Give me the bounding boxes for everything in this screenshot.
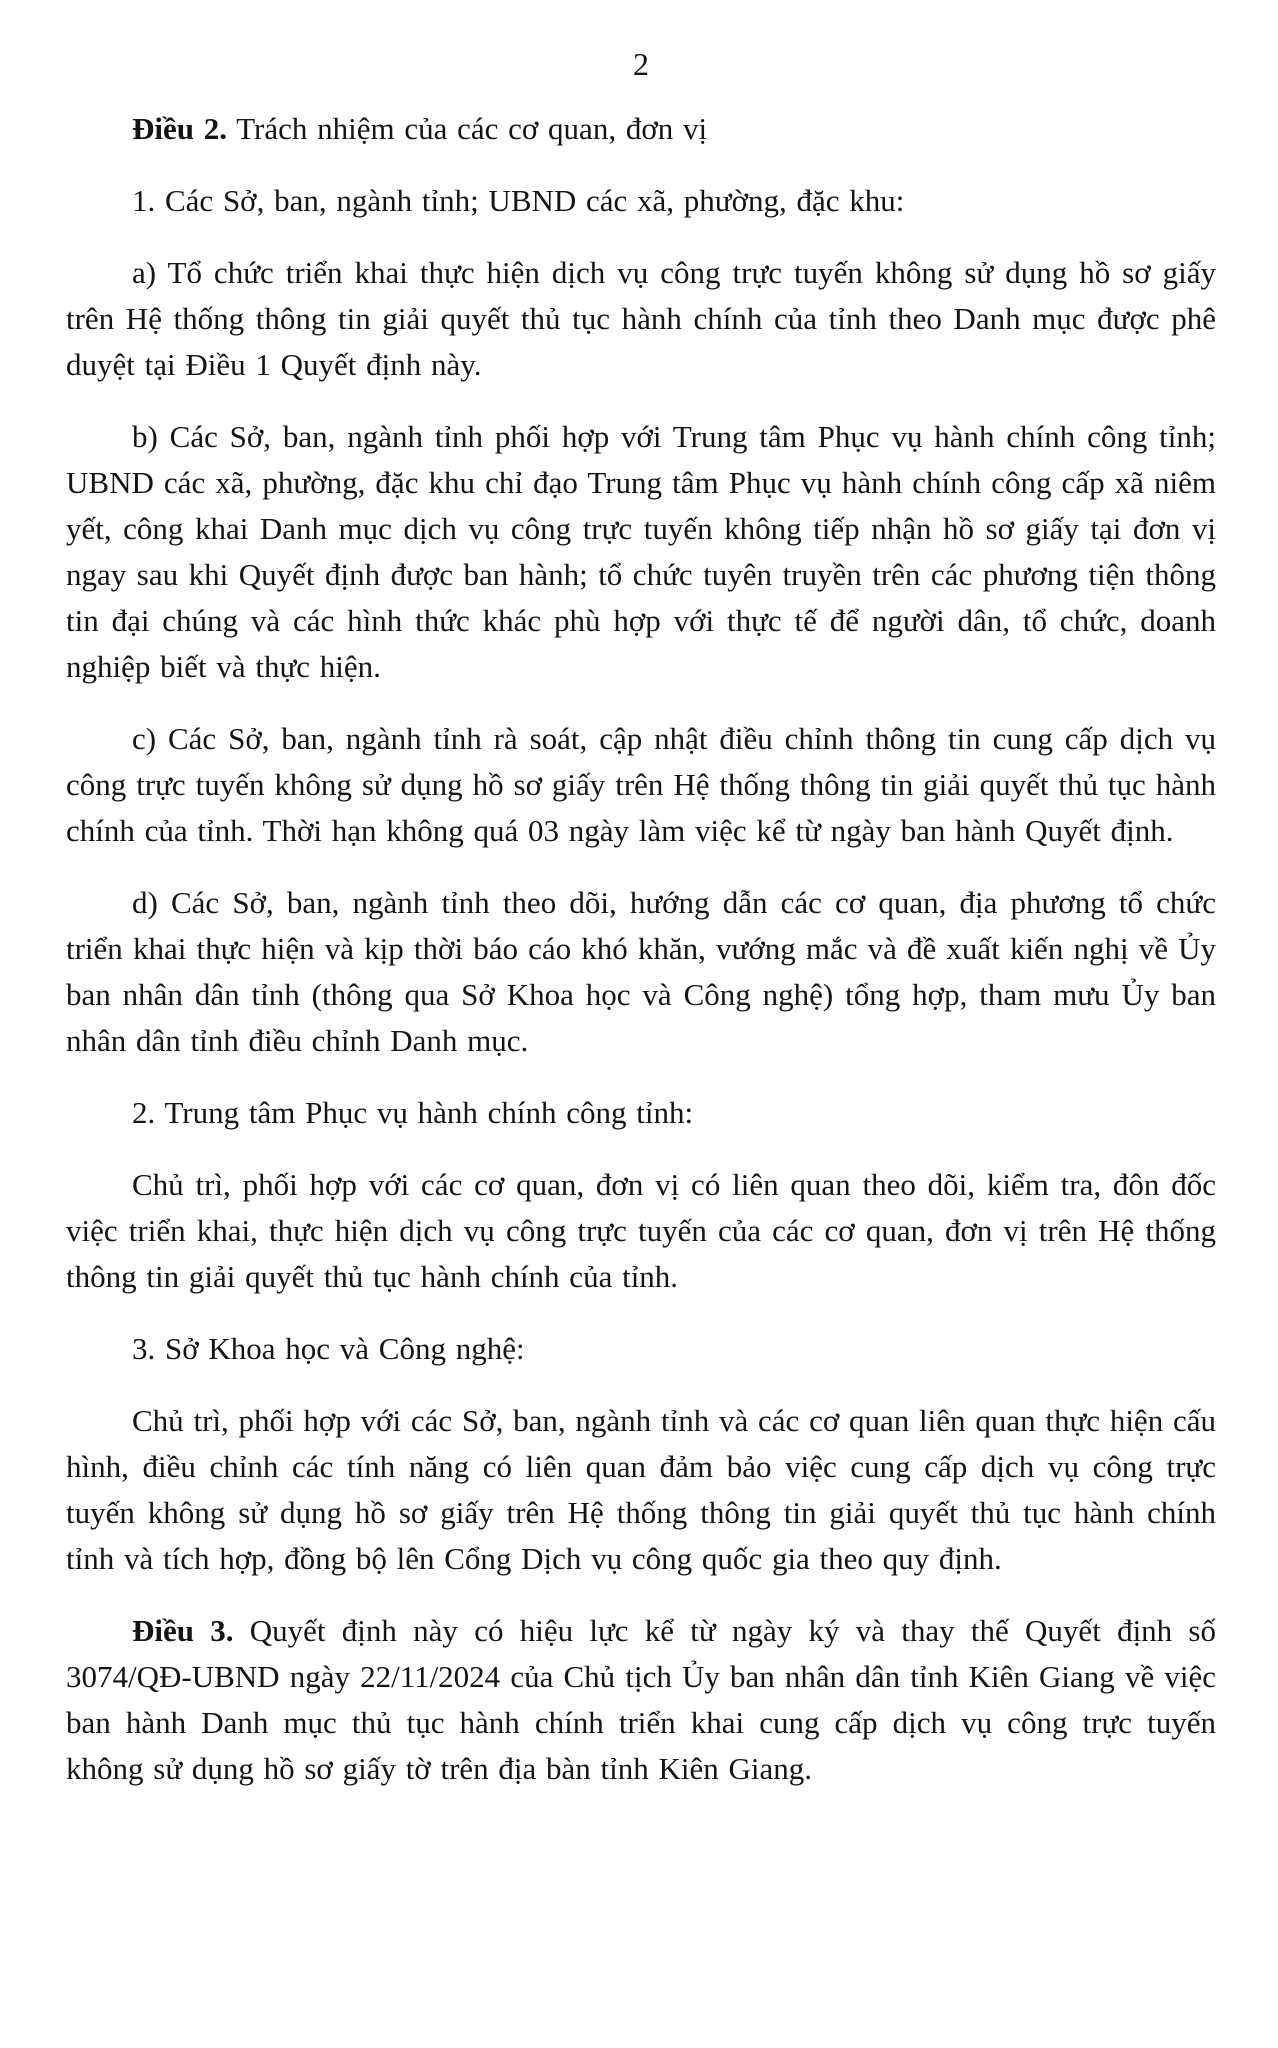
- article-2-label: Điều 2.: [132, 111, 227, 146]
- clause-c-paragraph: c) Các Sở, ban, ngành tỉnh rà soát, cập nhật điều chỉnh thông tin cung cấp dịch vụ công trực tuyến không sử dụng hồ sơ giấy trên Hệ thống thông tin giải quyết thủ tục hành chính của tỉnh. Thời hạn không quá 03 ngày làm việc kể từ ngày ban hành Quyết định.: [66, 721, 1216, 848]
- clause-a-paragraph: a) Tổ chức triển khai thực hiện dịch vụ công trực tuyến không sử dụng hồ sơ giấy trên Hệ thống thông tin giải quyết thủ tục hành chính của tỉnh theo Danh mục được phê duyệt tại Điều 1 Quyết định này.: [66, 255, 1216, 382]
- page-number: 2: [633, 46, 649, 82]
- section-2-paragraph: Chủ trì, phối hợp với các cơ quan, đơn vị có liên quan theo dõi, kiểm tra, đôn đốc việc triển khai, thực hiện dịch vụ công trực tuyến của các cơ quan, đơn vị trên Hệ thống thông tin giải quyết thủ tục hành chính của tỉnh.: [66, 1167, 1216, 1294]
- section-3-heading: 3. Sở Khoa học và Công nghệ:: [132, 1331, 525, 1366]
- clause-d-paragraph: d) Các Sở, ban, ngành tỉnh theo dõi, hướng dẫn các cơ quan, địa phương tổ chức triển khai thực hiện và kịp thời báo cáo khó khăn, vướng mắc và đề xuất kiến nghị về Ủy ban nhân dân tỉnh (thông qua Sở Khoa học và Công nghệ) tổng hợp, tham mưu Ủy ban nhân dân tỉnh điều chỉnh Danh mục.: [66, 885, 1216, 1058]
- article-2-title: Trách nhiệm của các cơ quan, đơn vị: [227, 111, 708, 146]
- article-3-text: Quyết định này có hiệu lực kể từ ngày ký và thay thế Quyết định số 3074/QĐ-UBND ngày 22/11/2024 của Chủ tịch Ủy ban nhân dân tỉnh Kiên Giang về việc ban hành Danh mục thủ tục hành chính triển khai cung cấp dịch vụ công trực tuyến không sử dụng hồ sơ giấy tờ trên địa bàn tỉnh Kiên Giang.: [66, 1613, 1217, 1786]
- article-2-heading: [66, 106, 1216, 152]
- article-3-paragraph: [66, 1608, 1216, 1792]
- section-2-heading: 2. Trung tâm Phục vụ hành chính công tỉnh:: [132, 1095, 694, 1130]
- section-3-paragraph: Chủ trì, phối hợp với các Sở, ban, ngành tỉnh và các cơ quan liên quan thực hiện cấu hình, điều chỉnh các tính năng có liên quan đảm bảo việc cung cấp dịch vụ công trực tuyến không sử dụng hồ sơ giấy trên Hệ thống thông tin giải quyết thủ tục hành chính tỉnh và tích hợp, đồng bộ lên Cổng Dịch vụ công quốc gia theo quy định.: [66, 1403, 1216, 1576]
- section-1-heading: 1. Các Sở, ban, ngành tỉnh; UBND các xã, phường, đặc khu:: [132, 183, 905, 218]
- article-3-label: Điều 3.: [132, 1613, 234, 1648]
- clause-b-paragraph: b) Các Sở, ban, ngành tỉnh phối hợp với Trung tâm Phục vụ hành chính công tỉnh; UBND các xã, phường, đặc khu chỉ đạo Trung tâm Phục vụ hành chính công cấp xã niêm yết, công khai Danh mục dịch vụ công trực tuyến không tiếp nhận hồ sơ giấy tại đơn vị ngay sau khi Quyết định được ban hành; tổ chức tuyên truyền trên các phương tiện thông tin đại chúng và các hình thức khác phù hợp với thực tế để người dân, tổ chức, doanh nghiệp biết và thực hiện.: [66, 419, 1216, 684]
